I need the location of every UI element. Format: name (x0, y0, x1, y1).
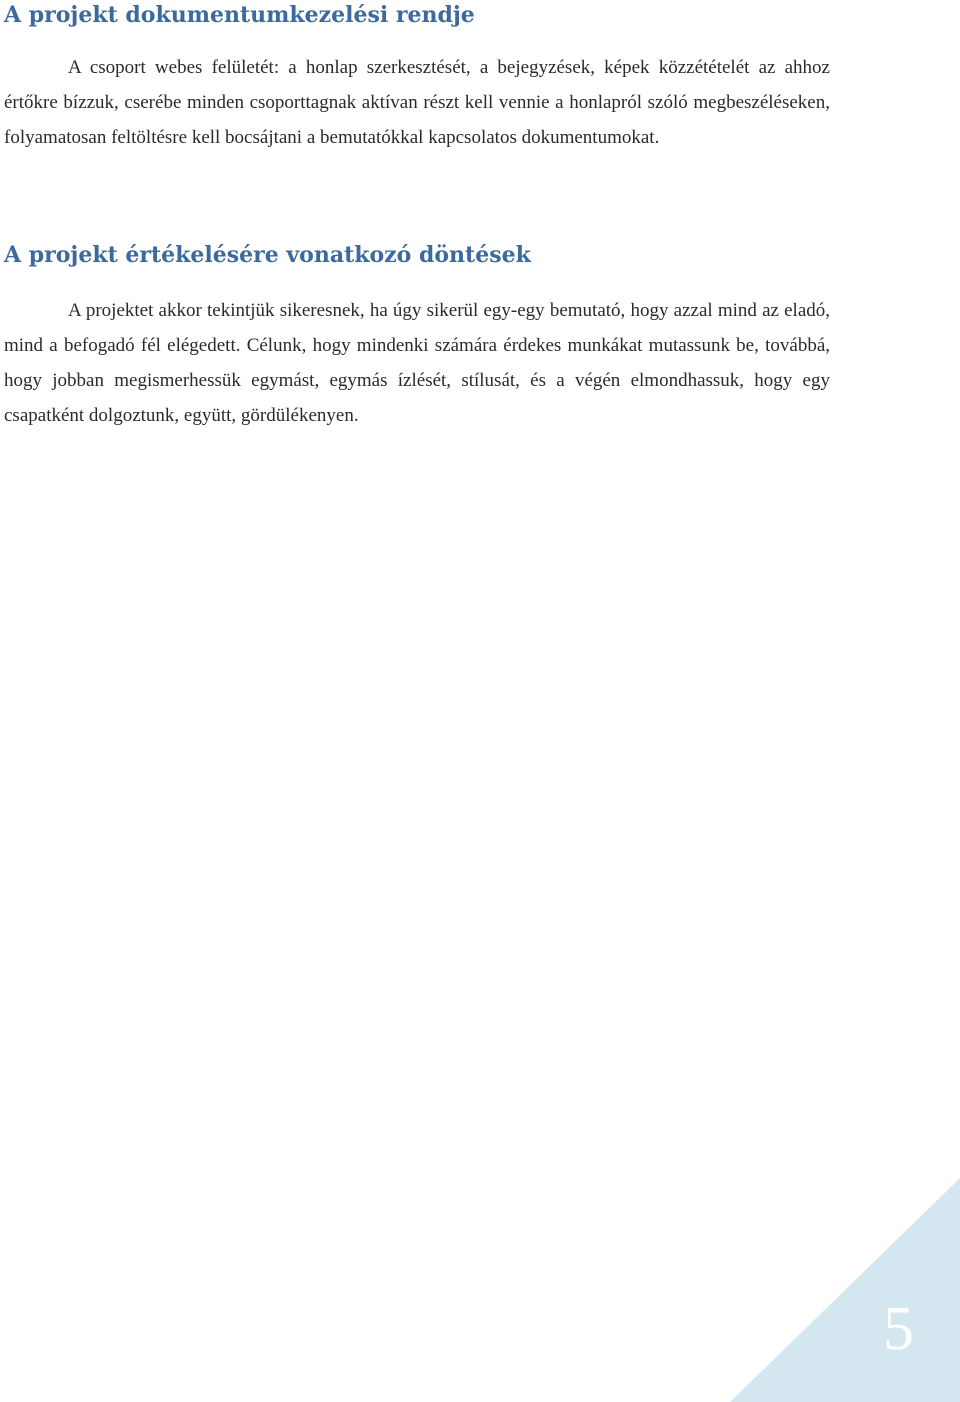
section-project-evaluation (4, 240, 830, 433)
corner-triangle-decoration (730, 1178, 960, 1402)
section-document-management (4, 0, 830, 155)
section-paragraph: A projektet akkor tekintjük sikeresnek, ha úgy sikerül egy-egy bemutató, hogy azzal mind az eladó, mind a befogadó fél elégedett. Célunk, hogy mindenki számára érdekes munkákat mutassunk be, továbbá, hogy jobban megismerhessük egymást, egymás ízlését, stílusát, és a végén elmondhassuk, hogy egy csapatként dolgoztunk, együtt, gördülékenyen. (4, 300, 830, 426)
section-paragraph: A csoport webes felületét: a honlap szerkesztését, a bejegyzések, képek közzétételét az ahhoz értőkre bízzuk, cserébe minden csoporttagnak aktívan részt kell vennie a honlapról szóló megbeszéléseken, folyamatosan feltöltésre kell bocsájtani a bemutatókkal kapcsolatos dokumentumokat. (4, 57, 830, 148)
section-heading: A projekt dokumentumkezelési rendje (4, 2, 475, 28)
page-number: 5 (883, 1295, 914, 1363)
section-heading: A projekt értékelésére vonatkozó döntések (4, 242, 531, 268)
